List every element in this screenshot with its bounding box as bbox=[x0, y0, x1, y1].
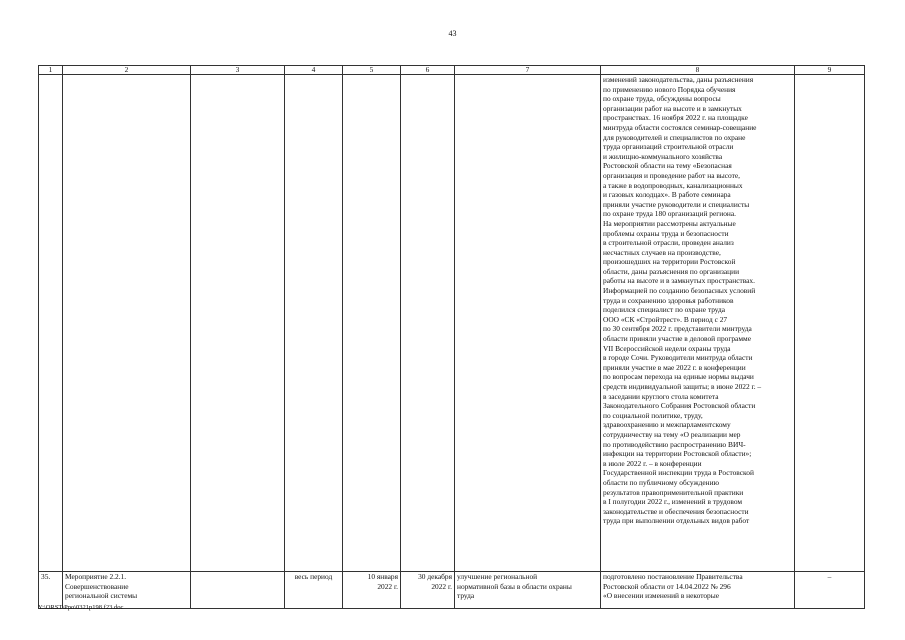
text-line: области, даны разъяснения по организации bbox=[603, 266, 740, 276]
text-line: ООО «СК «Стройтрест». В период с 27 bbox=[603, 314, 728, 324]
report-text-cell bbox=[601, 75, 795, 572]
text-line: нормативной базы в области охраны bbox=[457, 581, 572, 591]
text-line: средств индивидуальной защиты; в июне 2022 г. – bbox=[603, 382, 762, 391]
text-line: региональной системы bbox=[65, 591, 138, 601]
text-line: проблемы охраны труда и безопасности bbox=[603, 228, 729, 238]
text-line: Государственной инспекции труда в Ростовской bbox=[603, 468, 754, 478]
text-line: несчастных случаев на производстве, bbox=[603, 247, 721, 257]
text-line: а также в водопроводных, канализационных bbox=[603, 180, 743, 190]
text-line: 2022 г. bbox=[431, 581, 452, 591]
text-line: минтруда области состоялся семинар-совещание bbox=[603, 122, 757, 132]
column-number: 7 bbox=[455, 66, 601, 75]
text-line: в городе Сочи. Руководители минтруда области bbox=[603, 353, 753, 363]
text-line: 10 января bbox=[367, 572, 398, 581]
text-line: труда и сохранению здоровья работников bbox=[603, 295, 734, 305]
text-line: и газовых колодцах». В работе семинара bbox=[603, 190, 731, 200]
table-cell bbox=[795, 75, 865, 572]
measure-name-cell bbox=[63, 572, 191, 609]
text-line: по противодействию распространению ВИЧ- bbox=[603, 439, 746, 449]
period-cell: весь период bbox=[285, 572, 343, 609]
expected-result-cell bbox=[455, 572, 601, 609]
text-line: и жилищно-коммунального хозяйства bbox=[603, 151, 723, 161]
file-path-footer: Y:\ORST\Ppo\0321p198.f23.doc bbox=[38, 604, 124, 611]
table-cell bbox=[63, 75, 191, 572]
column-number: 9 bbox=[795, 66, 865, 75]
text-line: в июле 2022 г. – в конференции bbox=[603, 458, 702, 468]
text-line: улучшение региональной bbox=[457, 572, 538, 581]
text-line: На мероприятии рассмотрены актуальные bbox=[603, 218, 736, 228]
column-number: 5 bbox=[343, 66, 401, 75]
text-line: по охране труда 180 организаций региона. bbox=[603, 209, 736, 219]
text-line: для руководителей и специалистов по охране bbox=[603, 132, 746, 142]
column-number-row bbox=[39, 66, 865, 75]
text-line: 30 декабря bbox=[418, 572, 452, 581]
text-line: области по публичному обсуждению bbox=[603, 477, 720, 487]
column-number: 2 bbox=[63, 66, 191, 75]
responsible-cell bbox=[191, 572, 285, 609]
text-line: результатов правоприменительной практики bbox=[603, 487, 744, 497]
text-line: сотрудничеству на тему «О реализации мер bbox=[603, 429, 741, 439]
column-number: 6 bbox=[401, 66, 455, 75]
report-text-cell bbox=[601, 572, 795, 609]
table-cell bbox=[39, 75, 63, 572]
text-line: VII Всероссийской недели охраны труда bbox=[603, 343, 731, 353]
text-line: здравоохранению и межпарламентскому bbox=[603, 420, 731, 430]
text-line: подготовлено постановление Правительства bbox=[603, 572, 743, 581]
column-number: 3 bbox=[191, 66, 285, 75]
text-line: организации работ на высоте и в замкнутых bbox=[603, 103, 742, 113]
text-line: труда bbox=[457, 591, 475, 601]
row-number: 35. bbox=[39, 572, 63, 609]
text-line: в заседании круглого стола комитета bbox=[603, 391, 719, 401]
table-cell bbox=[285, 75, 343, 572]
table-cell bbox=[401, 75, 455, 572]
column-number: 8 bbox=[601, 66, 795, 75]
text-line: по применению нового Порядка обучения bbox=[603, 84, 736, 94]
table-cell bbox=[455, 75, 601, 572]
text-line: по вопросам перехода на единые нормы выдачи bbox=[603, 372, 754, 382]
text-line: по охране труда, обсуждены вопросы bbox=[603, 94, 721, 104]
column-number: 1 bbox=[39, 66, 63, 75]
text-line: работы на высоте и в замкнутых пространствах. bbox=[603, 276, 755, 286]
text-line: инфекции на территории Ростовской области»; bbox=[603, 449, 752, 459]
text-line: Законодательного Собрания Ростовской области bbox=[603, 401, 756, 411]
text-line: «О внесении изменений в некоторые bbox=[603, 591, 719, 601]
table-row bbox=[39, 572, 865, 609]
text-line: организация и проведение работ на высоте, bbox=[603, 170, 741, 180]
report-table bbox=[38, 65, 865, 609]
notes-cell: – bbox=[795, 572, 865, 609]
text-line: труда организаций строительной отрасли bbox=[603, 142, 734, 152]
continuation-row bbox=[39, 75, 865, 572]
end-date-cell bbox=[401, 572, 455, 609]
start-date-cell bbox=[343, 572, 401, 609]
text-line: пространствах. 16 ноября 2022 г. на площадке bbox=[603, 113, 748, 123]
text-line: труда при выполнении отдельных видов работ bbox=[603, 516, 750, 526]
text-line: по 30 сентября 2022 г. представители минтруда bbox=[603, 324, 752, 334]
text-line: Ростовской области от 14.04.2022 № 296 bbox=[603, 581, 731, 591]
text-line: законодательстве и обеспечения безопасности bbox=[603, 506, 749, 516]
text-line: Мероприятие 2.2.1. bbox=[65, 572, 127, 581]
text-line: 2022 г. bbox=[377, 581, 398, 591]
table-cell bbox=[191, 75, 285, 572]
text-line: приняли участие в мае 2022 г. в конференции bbox=[603, 362, 746, 372]
column-number: 4 bbox=[285, 66, 343, 75]
text-line: по социальной политике, труду, bbox=[603, 410, 703, 420]
text-line: в строительной отрасли, проведен анализ bbox=[603, 238, 734, 248]
text-line: изменений законодательства, даны разъяснения bbox=[603, 75, 754, 84]
text-line: Информацией по созданию безопасных условий bbox=[603, 286, 756, 296]
text-line: Совершенствование bbox=[65, 581, 129, 591]
text-line: произошедших на территории Ростовской bbox=[603, 257, 736, 267]
text-line: приняли участие руководители и специалисты bbox=[603, 199, 750, 209]
page-number: 43 bbox=[448, 29, 457, 38]
text-line: в I полугодии 2022 г., изменений в трудовом bbox=[603, 497, 743, 507]
text-line: поделился специалист по охране труда bbox=[603, 305, 726, 315]
table-cell bbox=[343, 75, 401, 572]
text-line: Ростовской области на тему «Безопасная bbox=[603, 161, 732, 171]
text-line: области приняли участие в деловой программе bbox=[603, 334, 751, 344]
